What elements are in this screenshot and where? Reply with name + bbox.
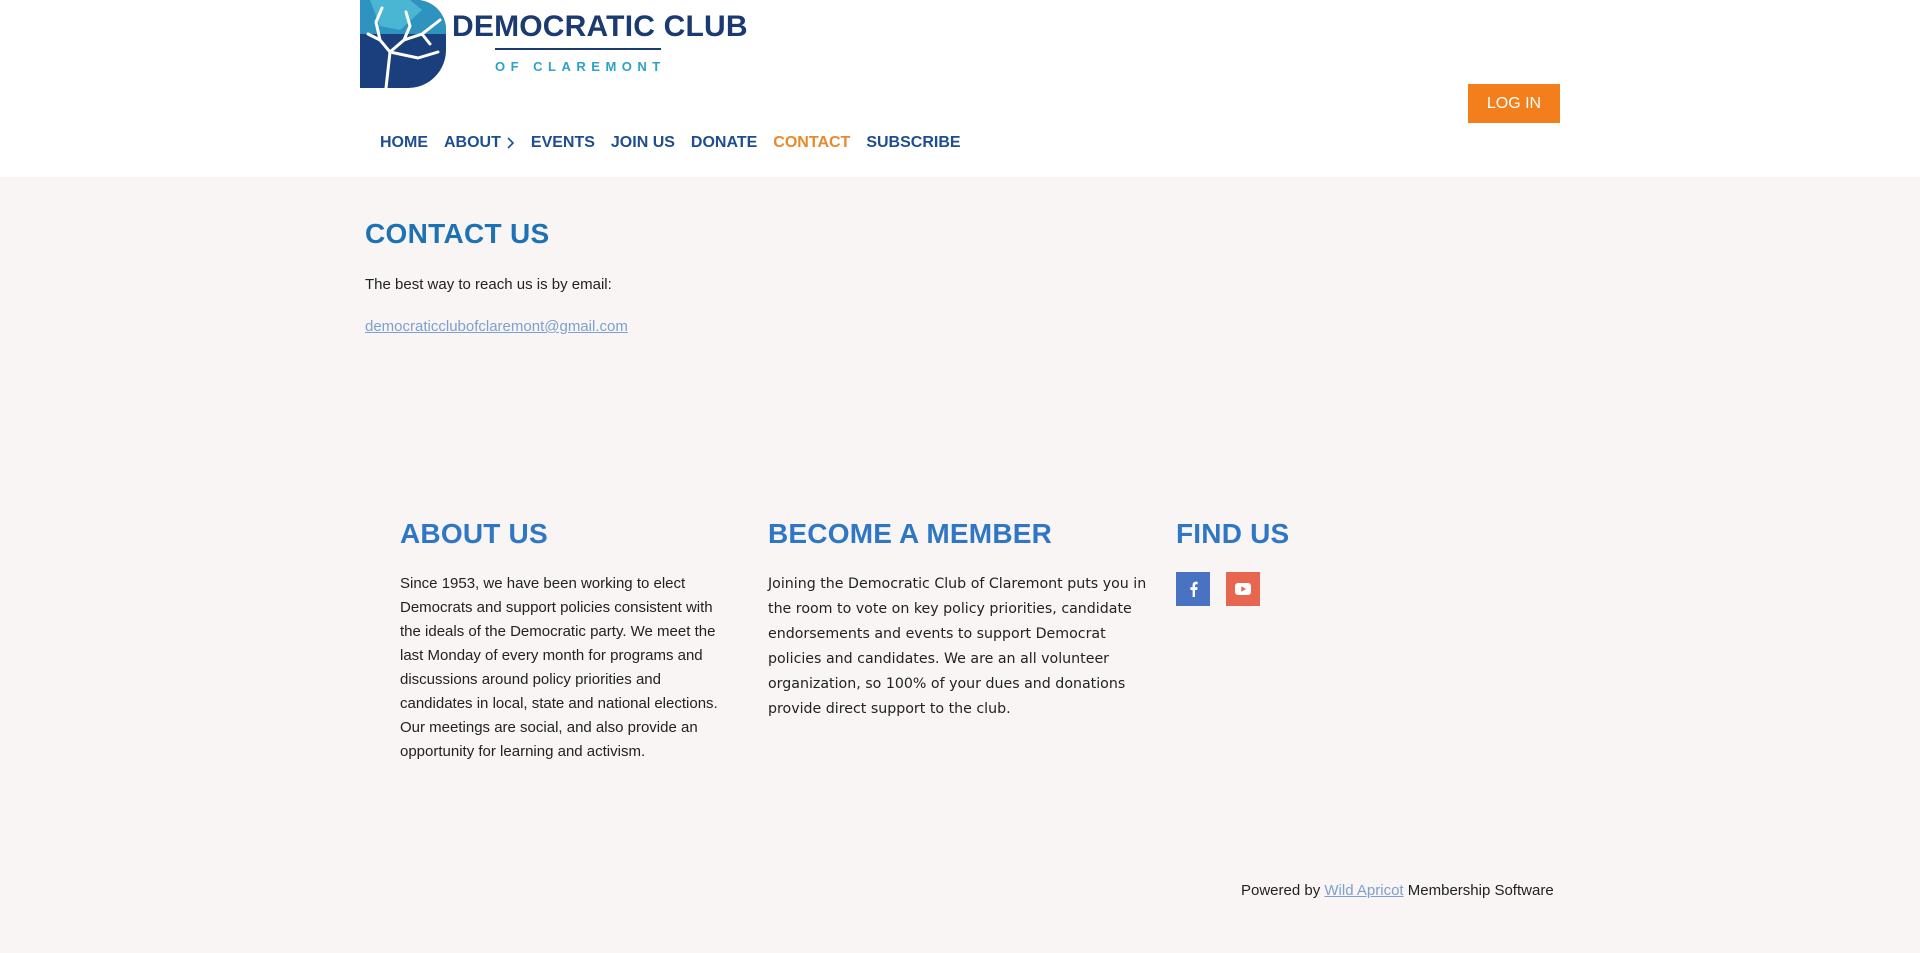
nav-label: CONTACT (773, 134, 851, 151)
page-title: CONTACT US (365, 218, 550, 249)
contact-text: The best way to reach us is by email: (365, 276, 612, 293)
nav-item-home[interactable] (380, 134, 428, 152)
nav-item-subscribe[interactable] (866, 134, 960, 152)
login-button[interactable]: LOG IN (1468, 84, 1560, 123)
about-column (400, 518, 720, 764)
nav-item-about[interactable] (444, 134, 515, 152)
facebook-button[interactable] (1176, 572, 1210, 606)
logo-divider (495, 48, 661, 50)
youtube-button[interactable] (1226, 572, 1260, 606)
find-us-column (1176, 518, 1376, 606)
about-title: ABOUT US (400, 518, 548, 549)
member-column (768, 518, 1148, 722)
nav-label: DONATE (690, 134, 758, 151)
contact-email-link[interactable]: democraticclubofclaremont@gmail.com (365, 318, 628, 335)
contact-section (365, 218, 628, 335)
nav-item-events[interactable] (531, 134, 595, 152)
logo-subtitle: OF CLAREMONT (495, 59, 666, 74)
social-links (1176, 572, 1376, 606)
logo-name: DEMOCRATIC CLUB (452, 10, 748, 43)
footer-suffix: Membership Software (1407, 882, 1554, 899)
wild-apricot-link[interactable]: Wild Apricot (1324, 882, 1404, 899)
tree-logo-icon (360, 0, 446, 88)
footer-prefix: Powered by (1241, 882, 1321, 899)
chevron-right-icon (506, 137, 515, 149)
member-text: Joining the Democratic Club of Claremont puts you in the room to vote on key policy priorities, candidate endorsements and events to support Democrat policies and candidates. We are an all volunteer organization, so 100% of your dues and donations provide direct support to the club. (768, 576, 1147, 717)
site-footer (1241, 882, 1554, 899)
nav-label: JOIN US (610, 134, 675, 151)
nav-item-donate[interactable] (691, 134, 757, 152)
facebook-icon (1189, 581, 1198, 597)
nav-label: EVENTS (530, 134, 595, 151)
youtube-icon (1235, 583, 1251, 595)
nav-label: HOME (380, 134, 428, 151)
site-header (0, 0, 1920, 177)
nav-item-join-us[interactable] (611, 134, 675, 152)
about-text: Since 1953, we have been working to elect Democrats and support policies consistent with the ideals of the Democratic party. We meet the last Monday of every month for programs and discussions around policy priorities and candidates in local, state and national elections. Our meetings are social, and also provide an opportunity for learning and activism. (400, 575, 718, 760)
main-nav (380, 132, 977, 154)
member-title: BECOME A MEMBER (768, 518, 1053, 549)
find-us-title: FIND US (1176, 518, 1290, 549)
nav-label: ABOUT (444, 134, 501, 151)
nav-item-contact[interactable] (773, 134, 850, 152)
site-logo[interactable] (360, 0, 748, 90)
nav-label: SUBSCRIBE (866, 134, 961, 151)
